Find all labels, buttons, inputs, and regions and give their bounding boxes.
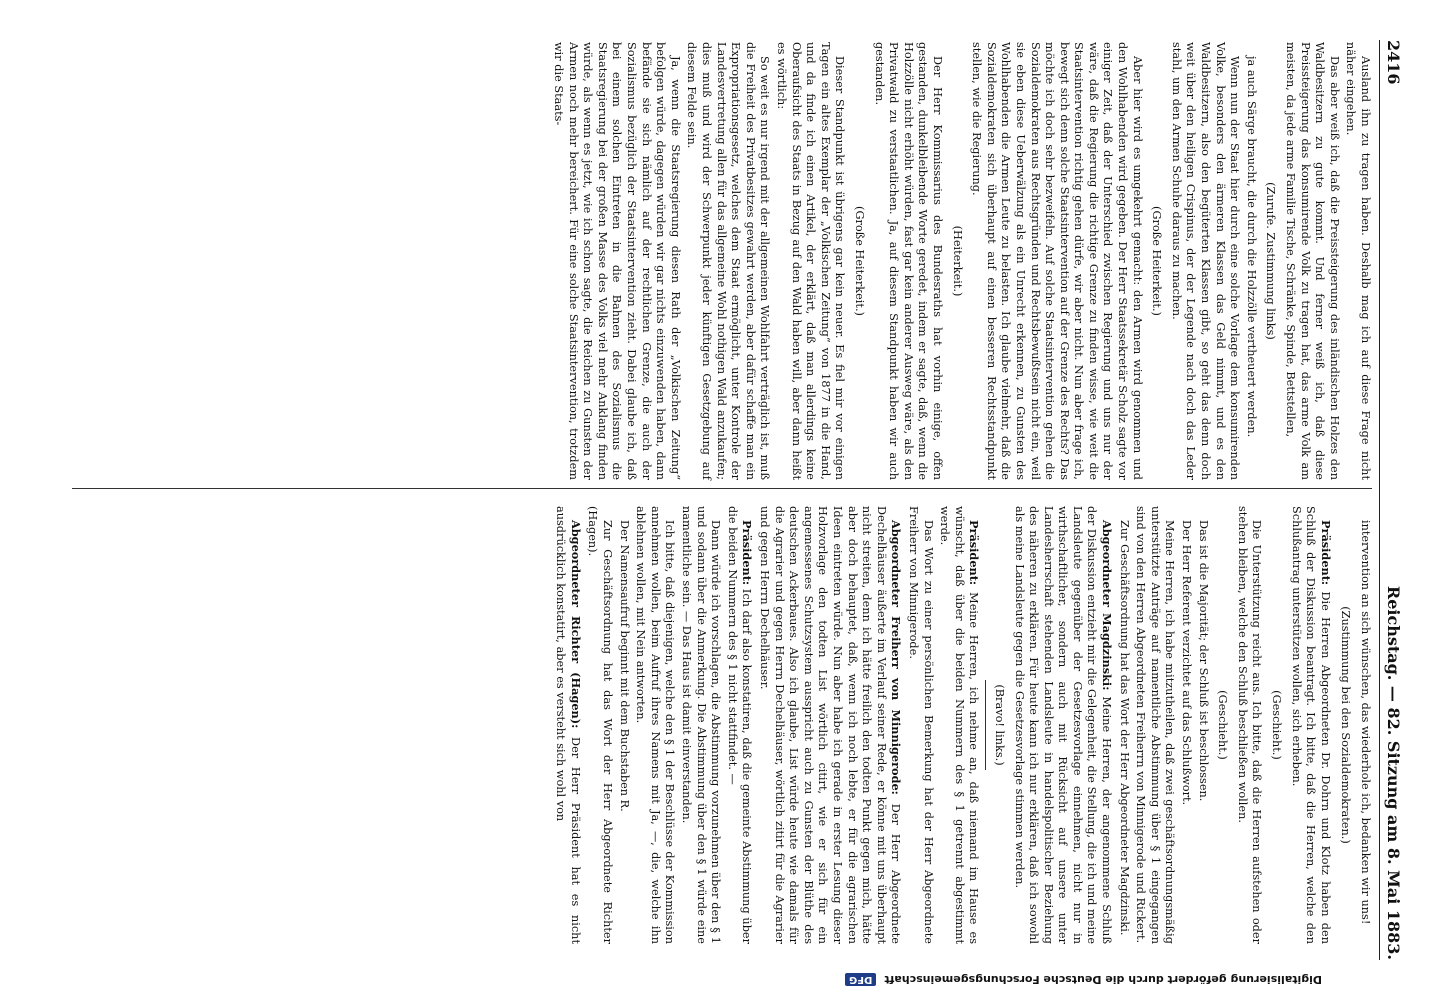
stage-direction: (Bravo! links.) xyxy=(992,684,1006,766)
paragraph: So weit es nur irgend mit der allgemeinen Wohlfahrt verträglich ist, muß die Freiheit des Privatbesitzes gewahrt werden, aber dafür schaffe man ein Expropriationsgesetz, welches dem Staat ermöglicht, unter Kontrole der Landesvertretung allen für das allgemeine Wohl nothigen Wald anzukaufen; dies muß und wird der Schwerpunkt jeder künftigen Gesetzgebung auf diesem Felde sein. xyxy=(685,42,772,480)
column-divider xyxy=(72,488,1372,489)
paragraph: Das aber weiß ich, daß die Preissteigerung des inländischen Holzes den Waldbesitzern zu gute kommt. Und ferner weiß ich, daß diese Preissteigerung das konsumirende Volk zu tragen hat, das arme Volk am meisten, da jede arme Familie Tische, Schränke, Spinde, Bettstellen, xyxy=(1284,42,1341,480)
text-column-right xyxy=(551,506,1372,944)
speech-paragraph xyxy=(724,506,754,944)
paragraph: Ja, wenn die Staatsregierung diesen Rath der „Volkischen Zeitung“ befolgen würde, dagegen würden wir gar nichts einzuwenden haben, dann befände sie sich nämlich auf der rechtlichen Grenze, die auch der Sozialismus bezüglich der Staatsintervention zieht. Dabei glaube ich, daß bei einem solchen Eintreten in die Bahnen des Sozialismus die Staatsregierung bei der großen Masse des Volks viel mehr Anklang finden würde, als wenn es jetzt, wie ich schon sagte, die Reichen zu Gunsten der Armen noch mehr bereichert. Für eine solche Staatsintervention, trotzdem wir die Staats- xyxy=(552,42,682,480)
stage-direction: (Zustimmung bei den Sozialdemokraten.) xyxy=(1339,606,1353,844)
text-column-left xyxy=(549,42,1372,480)
paragraph: Die Unterstützung reicht aus. Ich bitte, daß die Herren aufstehen oder stehen bleiben, welche den Schluß beschließen wollen. xyxy=(1235,506,1264,944)
speaker-name: Abgeordneter Magdzinski: xyxy=(1100,520,1115,691)
paragraph: Ausland ihn zu tragen haben. Deshalb mag ich auf diese Frage nicht näher eingehen. xyxy=(1344,42,1372,480)
speaker-name: Präsident: xyxy=(740,520,755,586)
paragraph: Das ist die Majorität; der Schluß ist beschlossen. xyxy=(1196,520,1210,802)
digitization-credit xyxy=(102,968,1322,992)
speech-text: Ich darf also konstatiren, daß die gemeinte Abstimmung über die beiden Nummern des § 1 nicht stattfindet. — xyxy=(725,506,754,945)
speech-text: Meine Herren, ich nehme an, daß niemand im Hause es wünscht, daß über die beiden Nummern des § 1 getrennt abgestimmt werde. xyxy=(938,506,981,945)
header-title: Reichstag. — 82. Sitzung am 8. Mai 1883. xyxy=(1384,585,1403,960)
paragraph: Der Herr Referent verzichtet auf das Schlußwort. xyxy=(1180,520,1194,806)
paragraph: Dieser Standpunkt ist übrigens gar kein neuer. Es fiel mir vor einigen Tagen ein altes Exemplar der „Volkischen Zeitung“ von 1877 in die Hand, und da finde ich einen Artikel, der erklärt, daß man allerdings keine Oberaufsicht des Staats in Bezug auf den Wald haben will, aber dann heißt es wörtlich: xyxy=(775,42,847,480)
paragraph: Aber hier wird es umgekehrt gemacht: den Armen wird genommen und den Wohlhabenden wird gegeben. Der Herr Staatssekretär Scholz sagte vor einiger Zeit, daß der Unterschied zwischen Regierung und uns nur der wäre, daß die Regierung die richtige Grenze zu finden wisse, wie weit die Staatsintervention richtig gehen dürfe, wir aber nicht. Nun aber frage ich, bewegt sich denn solche Staatsintervention auf der Grenze des Rechts? Das möchte ich doch sehr bezweifeln. Auf solche Staatsintervention gehen die Sozialdemokraten aus Rechtsgründen und Rechtsbewußtsein nicht ein, weil sie eben diese Ueberwälzung als ein Unrecht erkennen, zu Gunsten des Wohlhabenden die Armen Leute zu belasten. Ich glaube vielmehr, daß die Sozialdemokraten sich überhaupt auf einen besseren Rechtsstandpunkt stellen, wie die Regierung. xyxy=(970,42,1144,480)
paragraph: Ich bitte, daß diejenigen, welche den § 1 der Beschlüsse der Kommission annehmen wollen, beim Aufruf ihres Namens mit Ja, —, die, welche ihn ablehnen wollen, mit Nein antworten. xyxy=(634,506,677,944)
paragraph: intervention an sich wünschen, das wiederhole ich, bedanken wir uns! xyxy=(1359,520,1372,925)
speaker-name: Abgeordneter Freiherr von Minnigerode: xyxy=(889,520,904,795)
stage-direction: (Große Heiterkeit.) xyxy=(853,206,866,316)
paragraph: Zur Geschäftsordnung hat das Wort der Herr Abgeordnete Richter (Hagen). xyxy=(586,506,615,944)
speech-paragraph xyxy=(756,506,903,944)
speech-text: Die Herren Abgeordneten Dr. Dohrn und Klotz haben den Schluß der Diskussion beantragt. Ich bitte, daß die Herren, welche den Schlußantrag unterstützen wollen, sich erheben. xyxy=(1289,506,1332,944)
speech-paragraph xyxy=(937,506,982,944)
paragraph: ja auch Särge braucht, die durch die Holzzölle vertheuert werden. xyxy=(1244,56,1258,438)
paragraph: Dann würde ich vorschlagen, die Abstimmung vorzunehmen über den § 1 und sodann über die Anmerkung. Die Abstimmung über den § 1 würde eine namentliche sein. — Das Haus ist damit einverstanden. xyxy=(680,506,723,944)
speaker-name: Präsident: xyxy=(967,520,982,586)
speech-paragraph xyxy=(1011,506,1114,944)
speech-text: Der Herr Präsident hat es nicht ausdrücklich konstatirt, aber es versteht sich wohl von xyxy=(554,506,582,945)
paragraph: Der Herr Kommissarius des Bundesraths hat vorhin einige, offen gestanden, dunkelbleibende Worte geredet, indem er sagte, daß, wenn die Holzzölle nicht erhöht würden, fast gar kein anderer Ausweg wäre, als den Privatwald zu verstaatlichen. Ja, auf diesem Standpunkt haben wir auch gestanden. xyxy=(872,42,944,480)
speech-paragraph xyxy=(553,506,583,944)
paragraph: Meine Herren, ich habe mitzutheilen, daß zwei geschäftsordnungsmäßig unterstützte Anträge auf namentliche Abstimmung über § 1 eingegangen sind von den Herren Abgeordneten Freiherrn von Minnigerode und Rickert. xyxy=(1134,506,1177,944)
page-number: 2416 xyxy=(1384,40,1403,85)
speech-paragraph xyxy=(1288,506,1333,944)
speech-text: Der Herr Abgeordnete Dechelhäuser äußerte im Verlauf seiner Rede, er könne mit uns überhaupt nicht streiten, denn ich hätte freilich den todten Punkt gegen mich, hätte aber doch behauptet, daß, wenn ich noch lebte, er für die agrarischen Ideen eintreten würde. Nun aber habe ich gerade in erster Lesung dieser Holzvorlage den todten List wörtlich citirt, wie er sich für ein angemessenes Schutzsystem ausspricht auch zu Gunsten der Blüthe des deutschen Ackerbaues. Also ich glaube, List würde heute wie damals für die Agrarier und gegen Herrn Dechelhäuser, wörtlich zitirt für die Agrarier und gegen Herrn Dechelhäuser. xyxy=(758,506,903,944)
paragraph: Wenn nun der Staat hier durch eine solche Vorlage dem konsumirenden Volke, besonders den ärmeren Klassen das Geld nimmt, und es den Waldbesitzern, also den begüterten Klassen gibt, so geht das denn doch weit über den heiligen Crispinus, der der Legende nach doch das Leder stahl, um den Armen Schuhe daraus zu machen. xyxy=(1169,42,1242,480)
paragraph: Der Namensaufruf beginnt mit dem Buchstaben R. xyxy=(617,520,631,812)
dfg-logo: DFG xyxy=(845,974,876,987)
stage-direction: (Geschieht.) xyxy=(1270,690,1284,760)
paragraph: Das Wort zu einer persönlichen Bemerkung hat der Herr Abgeordnete Freiherr von Minnigerode. xyxy=(906,506,935,944)
stage-direction: (Geschieht.) xyxy=(1216,690,1230,760)
credit-text: Digitalisierung gefördert durch die Deutsche Forschungsgemeinschaft xyxy=(884,973,1322,987)
running-header xyxy=(1379,40,1418,960)
stage-direction: (Große Heiterkeit.) xyxy=(1150,206,1164,316)
speaker-name: Abgeordneter Richter (Hagen): xyxy=(568,520,583,729)
speaker-name: Präsident: xyxy=(1318,520,1333,586)
paragraph: Zur Geschäftsordnung hat das Wort der Herr Abgeordneter Magdzinski. xyxy=(1117,520,1131,936)
stage-direction: (Zurufe. Zustimmung links) xyxy=(1264,182,1278,340)
stage-direction: (Heiterkeit.) xyxy=(950,225,964,297)
speech-text: Meine Herren, der angenommene Schluß der Diskussion entzieht mir die Gelegenheit, die Stellung, die ich und meine Landsleute gegenüber der Gesetzesvorlage einnehmen, nicht nur in wirthschaftlicher, sondern auch mit Rücksicht auf unsere unter Landesherrschaft stehenden Landsleute in handelspolitischer Beziehung des näheren zu erklären. Für heute kann ich nur erklären, daß ich sowohl als meine Landsleute gegen die Gesetzesvorlage stimmen werden. xyxy=(1012,506,1114,945)
section-rule xyxy=(985,680,986,770)
